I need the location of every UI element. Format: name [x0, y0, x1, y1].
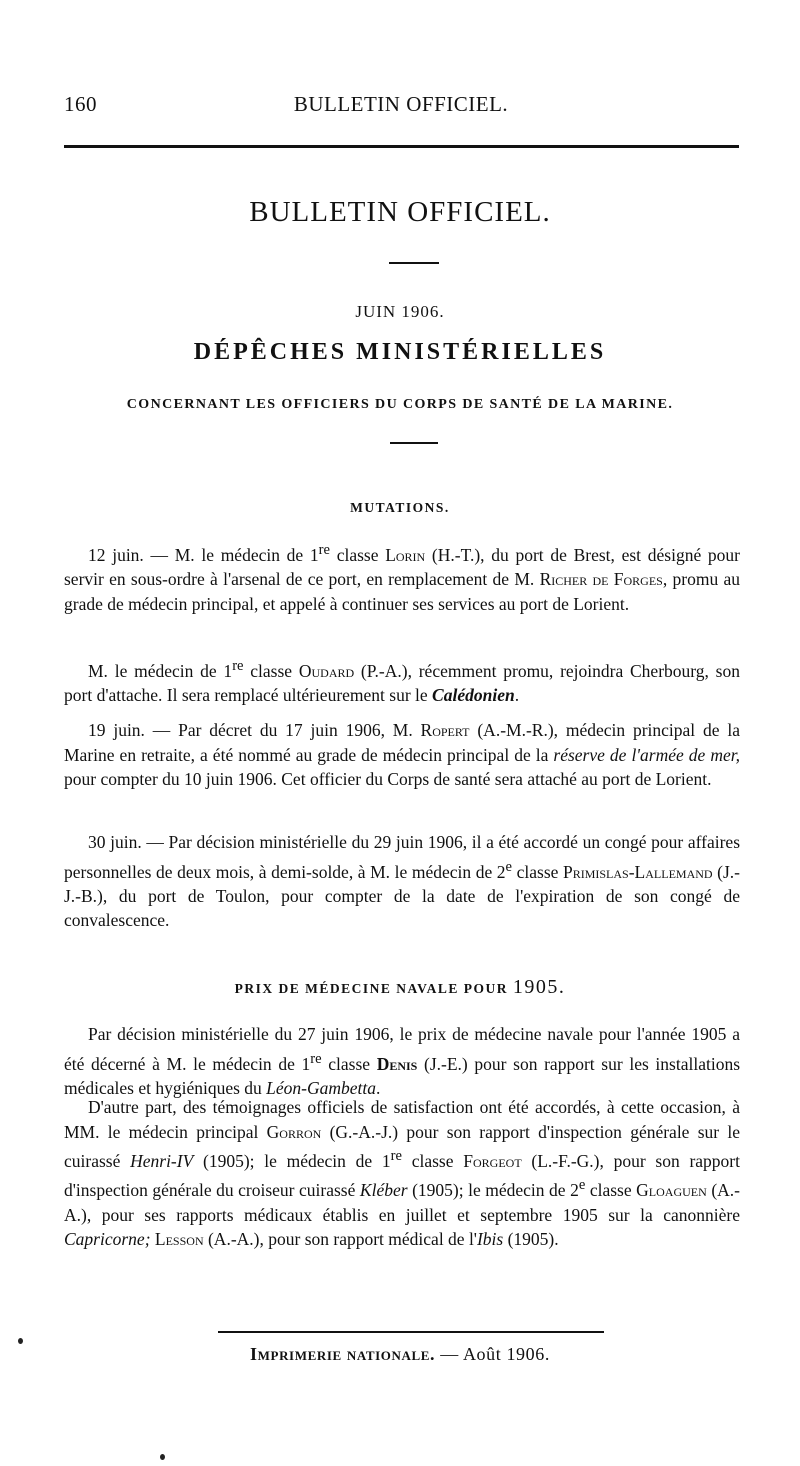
section-heading: DÉPÊCHES MINISTÉRIELLES [193, 339, 607, 365]
officer-name: Lorin [385, 544, 426, 565]
ship-name: Henri-IV [130, 1150, 194, 1171]
prix-paragraph-1: Par décision ministérielle du 27 juin 1906, le prix de médecine navale pour l'année 1905 a été décerné à M. le médecin de 1re classe Denis (J.-E.) pour son rapport sur les installations médicales et hygiéniques du Léon-Gambetta. [64, 1024, 741, 1098]
issue-date: JUIN 1906. [355, 302, 445, 321]
officer-name: Richer de Forges [539, 569, 663, 590]
officer-name: Gloaguen [636, 1180, 707, 1201]
mutations-title: MUTATIONS. [350, 500, 450, 515]
ink-speck [160, 1454, 165, 1460]
footer-rule [218, 1331, 604, 1333]
prix-paragraph-2: D'autre part, des témoignages officiels de satisfaction ont été accordés, à cette occasion, à MM. le médecin principal Gorron (G.-A.-J.) pour son rapport d'inspection générale sur le cuirassé Henri-IV (1905); le médecin de 1re classe Forgeot (L.-F.-G.), pour son rapport d'inspection générale du croiseur cuirassé Kléber (1905); le médecin de 2e classe Gloaguen (A.-A.), pour ses rapports médicaux établis en juillet et septembre 1905 sur la canonnière Capricorne; Lesson (A.-A.), pour son rapport médical de l'Ibis (1905). [64, 1097, 740, 1250]
running-title: BULLETIN OFFICIEL. [293, 92, 509, 116]
mutation-paragraph-4: 30 juin. — Par décision ministérielle du 29 juin 1906, il a été accordé un congé pour affaires personnelles de deux mois, à demi-solde, à M. le médecin de 2e classe Primislas-Lallemand (J.-J.-B.), du port de Toulon, pour compter de la date de l'expiration de son congé de convalescence. [64, 832, 740, 931]
imprint-date: Août 1906. [462, 1344, 550, 1364]
ship-name: Kléber [359, 1180, 408, 1201]
document-title: BULLETIN OFFICIEL. [249, 196, 551, 228]
header-rule [64, 145, 739, 148]
page-number: 160 [64, 92, 97, 116]
heading-divider [390, 442, 438, 444]
printer-imprint: Imprimerie nationale. — Août 1906. [250, 1344, 550, 1364]
ship-name: Calédonien [432, 685, 515, 706]
ship-name: Capricorne; [64, 1229, 151, 1250]
officer-name: Primislas-Lallemand [562, 861, 713, 882]
ink-speck [18, 1338, 23, 1344]
ship-name: Ibis [476, 1229, 504, 1250]
officer-name: Lesson [154, 1229, 204, 1250]
italic-phrase: réserve de l'armée de mer, [553, 744, 740, 765]
running-header [64, 92, 738, 124]
mutation-paragraph-2: M. le médecin de 1re classe Oudard (P.-A.), récemment promu, rejoindra Cherbourg, son port d'attache. Il sera remplacé ultérieurement sur le Calédonien. [64, 658, 740, 706]
ship-name: Léon-Gambetta [266, 1077, 377, 1098]
prix-title: PRIX DE MÉDECINE NAVALE POUR 1905. [234, 976, 566, 998]
mutation-paragraph-3: 19 juin. — Par décret du 17 juin 1906, M. Ropert (A.-M.-R.), médecin principal de la Marine en retraite, a été nommé au grade de médecin principal de la réserve de l'armée de mer, pour compter du 10 juin 1906. Cet officier du Corps de santé sera attaché au port de Lorient. [64, 720, 740, 789]
section-subheading: CONCERNANT LES OFFICIERS DU CORPS DE SANTÉ DE LA MARINE. [126, 397, 674, 412]
officer-name: Ropert [420, 720, 470, 740]
officer-name: Denis [376, 1053, 418, 1074]
officer-name: Forgeot [463, 1150, 522, 1171]
officer-name: Oudard [298, 660, 355, 681]
mutation-paragraph-1: 12 juin. — M. le médecin de 1re classe Lorin (H.-T.), du port de Brest, est désigné pour servir en sous-ordre à l'arsenal de ce port, en remplacement de M. Richer de Forges, promu au grade de médecin principal, et appelé à continuer ses services au port de Lorient. [64, 542, 740, 614]
printer-name: Imprimerie nationale. [250, 1344, 436, 1364]
officer-name: Gorron [266, 1121, 322, 1142]
title-divider [389, 262, 439, 264]
